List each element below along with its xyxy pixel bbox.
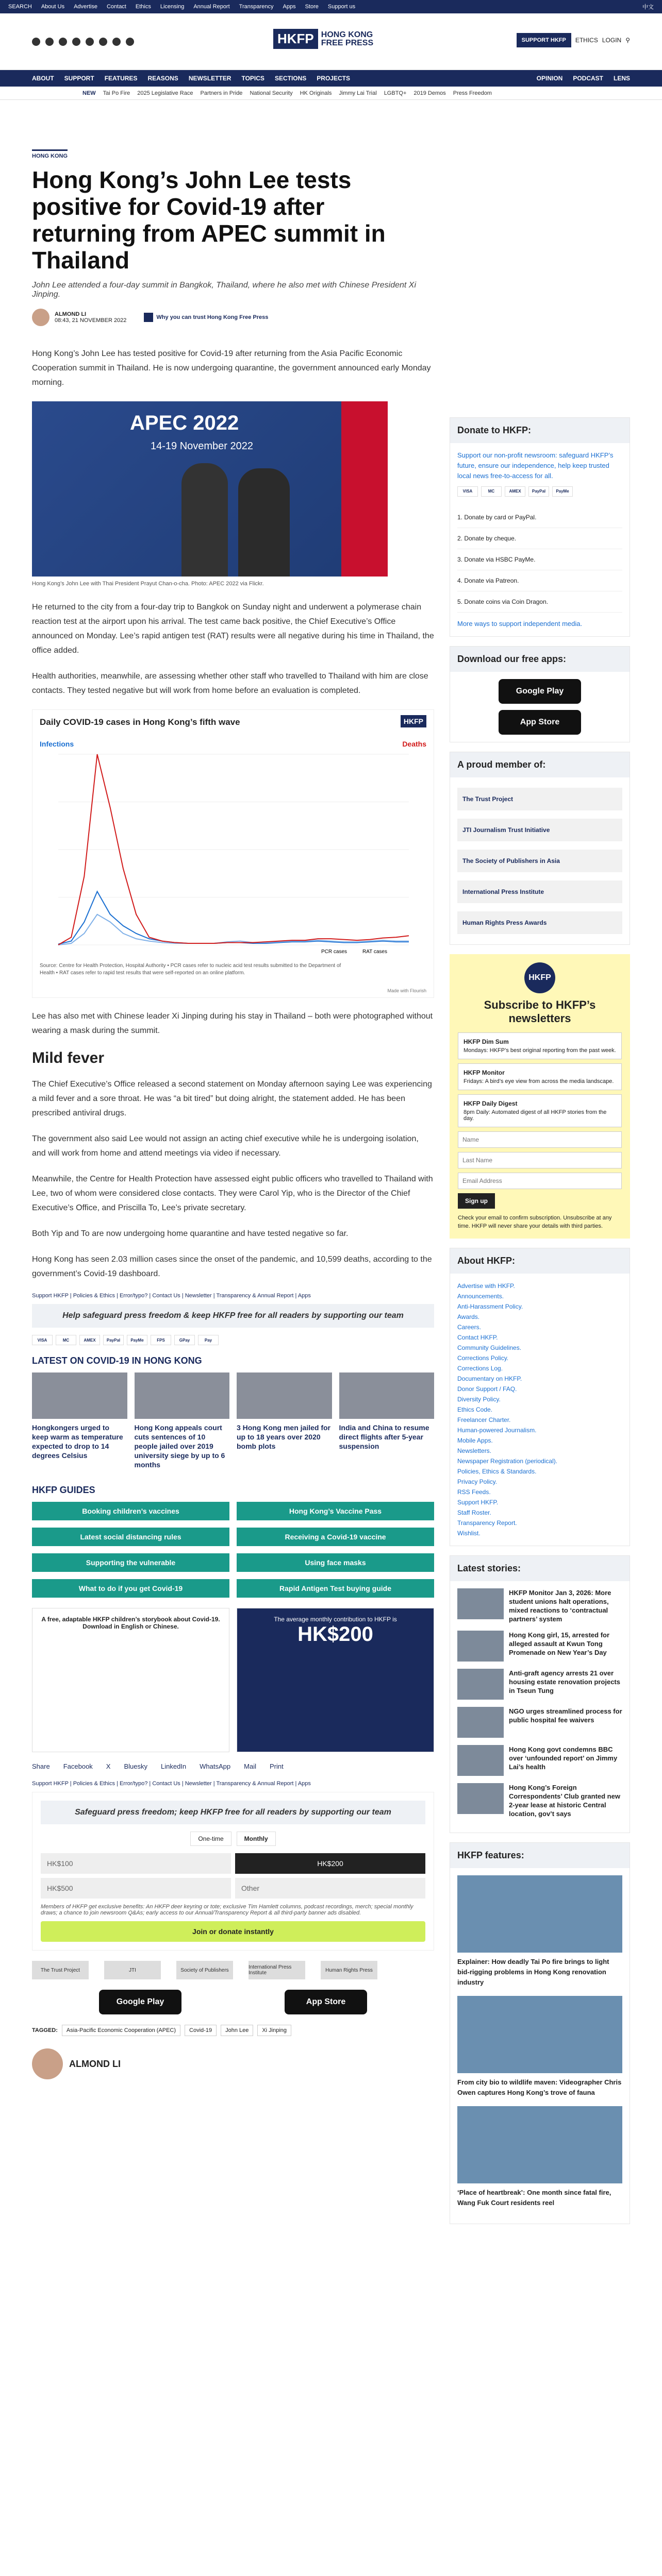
- feature-item[interactable]: [457, 1996, 622, 2098]
- newsletter-desc: Fridays: A bird’s eye view from across the media landscape.: [464, 1078, 614, 1084]
- contribution-promo[interactable]: [237, 1608, 434, 1752]
- new-label: NEW: [82, 90, 96, 96]
- features-widget: [450, 1842, 630, 2224]
- promo-text: A free, adaptable HKFP children’s storybook about Covid-19. Download in English or Chinese.: [41, 1616, 220, 1630]
- feature-item[interactable]: [457, 2106, 622, 2208]
- amex-icon: AMEX: [505, 486, 525, 497]
- about-link[interactable]: RSS Feeds.: [457, 1488, 491, 1496]
- guide-button[interactable]: Rapid Antigen Test buying guide: [237, 1579, 434, 1598]
- guide-button[interactable]: Supporting the vulnerable: [32, 1553, 229, 1572]
- about-link[interactable]: Corrections Log.: [457, 1365, 503, 1372]
- donate-options: [457, 507, 622, 613]
- member-badge[interactable]: JTI Journalism Trust Initiative: [457, 819, 622, 841]
- topbar-store[interactable]: Store: [305, 4, 319, 10]
- feature-item[interactable]: [457, 1875, 622, 1988]
- mastercard-icon: MC: [56, 1335, 76, 1345]
- card-image: [237, 1372, 332, 1419]
- article-title: Hong Kong’s John Lee tests positive for Covid-19 after returning from APEC summit in Thailand: [32, 166, 386, 274]
- login-link[interactable]: LOGIN: [602, 37, 622, 44]
- covid-chart: [32, 709, 434, 998]
- badge-sopa[interactable]: Society of Publishers: [176, 1961, 233, 1979]
- newsletter-option[interactable]: [458, 1032, 622, 1059]
- topbar-licensing[interactable]: Licensing: [160, 4, 185, 10]
- stories-title: Latest stories:: [450, 1556, 630, 1581]
- topbar-lang[interactable]: 中文: [642, 4, 654, 10]
- guide-button[interactable]: Hong Kong’s Vaccine Pass: [237, 1502, 434, 1520]
- share-x[interactable]: X: [106, 1762, 111, 1770]
- share-print[interactable]: Print: [269, 1762, 284, 1770]
- newsletter-logo: HKFP: [524, 962, 555, 993]
- author-box-name[interactable]: ALMOND LI: [69, 2058, 121, 2069]
- help-banner[interactable]: Help safeguard press freedom & keep HKFP free for all readers by supporting our team: [32, 1304, 434, 1328]
- app-store-wrap: [499, 710, 581, 735]
- safeguard-text[interactable]: Safeguard press freedom; keep HKFP free for all readers by supporting our team: [41, 1801, 425, 1824]
- apps-title: Download our free apps:: [450, 647, 630, 672]
- trust-link[interactable]: [144, 313, 268, 322]
- latest-card[interactable]: [339, 1372, 435, 1469]
- tag[interactable]: John Lee: [221, 2025, 253, 2036]
- tab-one-time[interactable]: One-time: [190, 1832, 231, 1846]
- card-title: Hong Kong appeals court cuts sentences of 10 people jailed over 2019 university siege by up to 6 months: [134, 1423, 225, 1469]
- member-badge[interactable]: The Society of Publishers in Asia: [457, 850, 622, 872]
- nav-projects[interactable]: PROJECTS: [317, 75, 350, 82]
- latest-card[interactable]: [32, 1372, 127, 1469]
- mastercard-icon: MC: [481, 486, 502, 497]
- about-link[interactable]: Freelancer Charter.: [457, 1416, 511, 1423]
- sidebar-payment-logos: [457, 486, 622, 497]
- youtube-icon[interactable]: [72, 38, 80, 46]
- legend-item: PCR cases: [321, 949, 347, 955]
- article-main: [32, 149, 434, 2079]
- nav-support[interactable]: SUPPORT: [64, 75, 94, 82]
- card-title: Hongkongers urged to keep warm as temperature expected to drop to 14 degrees Celsius: [32, 1423, 123, 1460]
- nav-topics[interactable]: TOPICS: [241, 75, 264, 82]
- story-item[interactable]: [457, 1588, 622, 1623]
- tag[interactable]: Covid-19: [185, 2025, 217, 2036]
- about-link[interactable]: Newsletters.: [457, 1447, 492, 1454]
- trust-text: Why you can trust Hong Kong Free Press: [156, 314, 269, 320]
- newsletter-name: HKFP Monitor: [464, 1069, 505, 1076]
- flag-graphic: [341, 401, 434, 577]
- visa-icon: VISA: [32, 1335, 53, 1345]
- nav-features[interactable]: FEATURES: [104, 75, 138, 82]
- social-icons: [32, 38, 134, 46]
- member-badge[interactable]: The Trust Project: [457, 788, 622, 810]
- author-box: [32, 2048, 434, 2079]
- features-title: HKFP features:: [450, 1843, 630, 1868]
- hero-title: APEC 2022: [130, 412, 239, 434]
- publish-date: 08:43, 21 NOVEMBER 2022: [55, 317, 127, 324]
- member-list: [450, 777, 630, 944]
- amex-icon: AMEX: [79, 1335, 100, 1345]
- about-link[interactable]: Donor Support / FAQ.: [457, 1385, 517, 1393]
- badge-trust-project[interactable]: The Trust Project: [32, 1961, 89, 1979]
- stories-widget: [450, 1555, 630, 1833]
- promo-row: [32, 1608, 434, 1752]
- about-link[interactable]: Careers.: [457, 1324, 482, 1331]
- google-play-button[interactable]: Google Play: [99, 1990, 181, 2014]
- support-links[interactable]: Support HKFP | Policies & Ethics | Error/typo? | Contact Us | Newsletter | Transparency & Annual Report | Apps: [32, 1781, 311, 1787]
- instagram-icon[interactable]: [59, 38, 67, 46]
- latest-card[interactable]: [135, 1372, 230, 1469]
- topbar-advertise[interactable]: Advertise: [74, 4, 97, 10]
- newsletter-option[interactable]: [458, 1094, 622, 1127]
- trend-item[interactable]: LGBTQ+: [384, 90, 407, 96]
- newsletter-note: Check your email to confirm subscription. Unsubscribe at any time. HKFP will never share your details with third parties.: [458, 1215, 612, 1229]
- top-utility-bar: [0, 0, 662, 13]
- google-play-wrap: [499, 679, 581, 704]
- topbar-search[interactable]: SEARCH: [8, 4, 32, 10]
- share-bluesky[interactable]: Bluesky: [124, 1762, 147, 1770]
- newsletter-name: HKFP Dim Sum: [464, 1038, 509, 1045]
- paypal-icon: PayPal: [103, 1335, 124, 1345]
- person-figure: [238, 468, 290, 577]
- guide-button[interactable]: Using face masks: [237, 1553, 434, 1572]
- member-badge[interactable]: International Press Institute: [457, 880, 622, 903]
- about-link[interactable]: Community Guidelines.: [457, 1344, 522, 1351]
- visa-icon: VISA: [457, 486, 478, 497]
- donate-text[interactable]: Support our non-profit newsroom: safeguard HKFP’s future, ensure our independence, help keep trusted local news free-to-access for all.: [457, 451, 614, 480]
- nav-about[interactable]: ABOUT: [32, 75, 54, 82]
- ethics-link[interactable]: ETHICS: [575, 37, 598, 44]
- topbar-transparency[interactable]: Transparency: [239, 4, 274, 10]
- about-link[interactable]: Privacy Policy.: [457, 1478, 498, 1485]
- site-logo[interactable]: [273, 29, 373, 49]
- author-avatar[interactable]: [32, 309, 49, 326]
- about-link[interactable]: Announcements.: [457, 1293, 504, 1300]
- email-field[interactable]: [458, 1173, 622, 1189]
- facebook-icon[interactable]: [32, 38, 40, 46]
- trend-item[interactable]: 2019 Demos: [413, 90, 446, 96]
- paypal-icon: PayPal: [528, 486, 549, 497]
- about-link[interactable]: Staff Roster.: [457, 1509, 491, 1516]
- nav-newsletter[interactable]: NEWSLETTER: [188, 75, 231, 82]
- story-item[interactable]: [457, 1631, 622, 1662]
- logo-text: [321, 31, 373, 47]
- stories-list: [450, 1581, 630, 1833]
- image-caption: Hong Kong’s John Lee with Thai President Prayut Chan-o-cha. Photo: APEC 2022 via Flickr.: [32, 581, 264, 587]
- support-button[interactable]: SUPPORT HKFP: [517, 33, 571, 47]
- latest-covid-heading: LATEST ON COVID-19 IN HONG KONG: [32, 1355, 202, 1366]
- chart-badge: HKFP: [401, 715, 426, 727]
- story-item[interactable]: [457, 1707, 622, 1738]
- paragraph: Meanwhile, the Centre for Health Protection have assessed eight public officers who travelled to Thailand with Lee, two of whom were considered close contacts. They were Carol Yip, who is the Director of the Chief Executive’s Office, and Priscilla To, Lee’s private secretary.: [32, 1175, 433, 1212]
- badge-hrpa[interactable]: Human Rights Press: [321, 1961, 377, 1979]
- guide-button[interactable]: Receiving a Covid-19 vaccine: [237, 1528, 434, 1546]
- app-store-button[interactable]: App Store: [285, 1990, 367, 2014]
- paragraph: Both Yip and To are now undergoing home quarantine and have tested negative so far.: [32, 1229, 349, 1238]
- paragraph: Hong Kong has seen 2.03 million cases since the onset of the pandemic, and 10,599 deaths, according to the government’s Covid-19 dashboard.: [32, 1255, 432, 1278]
- app-store-buttons: [32, 1990, 434, 2014]
- member-title: A proud member of:: [450, 752, 630, 777]
- trend-item[interactable]: HK Originals: [300, 90, 332, 96]
- linkedin-icon[interactable]: [86, 38, 94, 46]
- app-store-button[interactable]: App Store: [499, 710, 581, 735]
- author-name[interactable]: ALMOND LI: [55, 311, 87, 317]
- about-link[interactable]: Transparency Report.: [457, 1519, 517, 1527]
- story-title: Hong Kong govt condemns BBC over ‘unfounded report’ on Jimmy Lai’s health: [509, 1745, 618, 1771]
- trending-bar: [0, 87, 662, 100]
- story-thumbnail: [457, 1707, 504, 1738]
- guides-heading: HKFP GUIDES: [32, 1485, 95, 1495]
- nav-sections[interactable]: SECTIONS: [274, 75, 307, 82]
- about-link[interactable]: Diversity Policy.: [457, 1396, 501, 1403]
- badge-ipi[interactable]: International Press Institute: [249, 1961, 305, 1979]
- story-thumbnail: [457, 1669, 504, 1700]
- about-title: About HKFP:: [450, 1248, 630, 1274]
- share-label: Share: [32, 1762, 50, 1770]
- paragraph: The government also said Lee would not assign an acting chief executive while he is undergoing isolation, and will work from home and attend meetings via video if necessary.: [32, 1134, 419, 1158]
- trend-item[interactable]: Partners in Pride: [200, 90, 243, 96]
- applepay-icon: Pay: [198, 1335, 219, 1345]
- amount-option[interactable]: Other: [235, 1878, 425, 1899]
- guides-grid: [32, 1502, 434, 1598]
- nav-opinion[interactable]: OPINION: [536, 75, 563, 82]
- paragraph: The Chief Executive’s Office released a second statement on Monday afternoon saying Lee was experiencing a mild fever and a sore throat. He was “a bit tired” but doing alright, the statement added. He has been prescribed antiviral drugs.: [32, 1080, 432, 1117]
- promo-text: The average monthly contribution to HKFP is: [274, 1616, 397, 1623]
- sidebar: [450, 417, 630, 2233]
- site-header: [0, 13, 662, 70]
- member-note: Members of HKFP get exclusive benefits: An HKFP deer keyring or tote; exclusive Tim Hamlett columns, podcast recordings, merch; special monthly draws; a chance to join newsroom Q&As; early access to our Annual/Transparency Report & all third-party banner ads disabled.: [41, 1904, 413, 1916]
- guide-button[interactable]: Booking children’s vaccines: [32, 1502, 229, 1520]
- about-link[interactable]: Wishlist.: [457, 1530, 481, 1537]
- topbar-support[interactable]: Support us: [327, 4, 356, 10]
- hero-dates: 14-19 November 2022: [151, 440, 254, 452]
- about-link[interactable]: Support HKFP.: [457, 1499, 499, 1506]
- about-link[interactable]: Anti-Harassment Policy.: [457, 1303, 523, 1310]
- feature-image: [457, 1875, 622, 1953]
- story-thumbnail: [457, 1783, 504, 1814]
- chart-title: Daily COVID-19 cases in Hong Kong’s fifth wave: [40, 717, 240, 727]
- topbar-apps[interactable]: Apps: [283, 4, 296, 10]
- logo-line2: FREE PRESS: [321, 38, 374, 47]
- feature-image: [457, 1996, 622, 2073]
- fps-icon: FPS: [151, 1335, 171, 1345]
- signup-button[interactable]: Sign up: [458, 1193, 495, 1209]
- x-icon[interactable]: [45, 38, 54, 46]
- about-link[interactable]: Ethics Code.: [457, 1406, 493, 1413]
- card-image: [339, 1372, 435, 1419]
- about-link[interactable]: Mobile Apps.: [457, 1437, 493, 1444]
- paragraph: Health authorities, meanwhile, are assessing whether other staff who travelled to Thailand with him are close contacts. They tested negative but will work from home before an evaluation is completed.: [32, 672, 428, 695]
- gpay-icon: GPay: [174, 1335, 195, 1345]
- about-link[interactable]: Documentary on HKFP.: [457, 1375, 522, 1382]
- last-name-field[interactable]: [458, 1152, 622, 1168]
- byline-text: [55, 311, 126, 324]
- header-actions: [517, 33, 630, 47]
- bluesky-icon[interactable]: [126, 38, 134, 46]
- topbar-about[interactable]: About Us: [41, 4, 65, 10]
- member-widget: [450, 752, 630, 945]
- card-title: India and China to resume direct flights after 5-year suspension: [339, 1423, 429, 1450]
- paragraph: He returned to the city from a four-day trip to Bangkok on Sunday night and underwent a polymerase chain reaction test at the airport upon his arrival. The test came back positive, the Chief Executive’s Office announced on Monday. Lee’s rapid antigen test (RAT) results were all negative during his time in Thailand, the office added.: [32, 603, 434, 655]
- card-image: [135, 1372, 230, 1419]
- about-links: [450, 1274, 630, 1546]
- legend-item: RAT cases: [362, 949, 387, 955]
- join-button[interactable]: Join or donate instantly: [41, 1921, 425, 1942]
- latest-grid: [32, 1372, 434, 1469]
- story-thumbnail: [457, 1588, 504, 1619]
- chart-left-label: Infections: [40, 740, 74, 748]
- tags-label: TAGGED:: [32, 2027, 58, 2033]
- about-link[interactable]: Contact HKFP.: [457, 1334, 498, 1341]
- about-link[interactable]: Human-powered Journalism.: [457, 1427, 537, 1434]
- trend-item[interactable]: Press Freedom: [453, 90, 492, 96]
- promo-amount: HK$200: [297, 1623, 373, 1646]
- share-facebook[interactable]: Facebook: [63, 1762, 93, 1770]
- tab-monthly[interactable]: Monthly: [237, 1832, 276, 1846]
- donate-title: Donate to HKFP:: [450, 418, 630, 443]
- main-nav: [0, 70, 662, 87]
- card-title: 3 Hong Kong men jailed for up to 18 years over 2020 bomb plots: [237, 1423, 331, 1450]
- chart-plot: [32, 749, 435, 955]
- tag-list: [32, 2025, 434, 2036]
- newsletter-desc: 8pm Daily: Automated digest of all HKFP stories from the day.: [464, 1109, 607, 1122]
- member-badges: [32, 1961, 434, 1979]
- payme-icon: PayMe: [127, 1335, 147, 1345]
- features-list: [450, 1868, 630, 2224]
- chart-credit: Made with Flourish: [387, 988, 426, 993]
- feature-title: From city bio to wildlife maven: Videographer Chris Owen captures Hong Kong’s trove of fauna: [457, 2078, 622, 2096]
- trend-item[interactable]: 2025 Legislative Race: [137, 90, 193, 96]
- hero-image: [32, 401, 434, 577]
- threads-icon[interactable]: [112, 38, 121, 46]
- tag[interactable]: Asia-Pacific Economic Cooperation (APEC): [62, 2025, 180, 2036]
- author-avatar[interactable]: [32, 2048, 63, 2079]
- share-linkedin[interactable]: LinkedIn: [161, 1762, 187, 1770]
- person-figure: [181, 463, 228, 577]
- newsletter-title: Subscribe to HKFP’s newsletters: [484, 998, 596, 1025]
- chart-source: Source: Centre for Health Protection, Hospital Authority • PCR cases refer to nucleic acid test results submitted to the Department of Health • RAT cases refer to rapid test results that were self-reported on an online platform.: [40, 963, 341, 976]
- logo-box: HKFP: [273, 29, 318, 49]
- about-link[interactable]: Corrections Policy.: [457, 1354, 509, 1362]
- first-name-field[interactable]: [458, 1131, 622, 1148]
- payme-icon: PayMe: [552, 486, 573, 497]
- story-item[interactable]: [457, 1745, 622, 1776]
- story-title: Anti-graft agency arrests 21 over housing estate renovation projects in Tseun Tung: [509, 1669, 620, 1694]
- apps-widget: [450, 646, 630, 742]
- story-item[interactable]: [457, 1669, 622, 1700]
- about-link[interactable]: Advertise with HKFP.: [457, 1282, 515, 1290]
- byline: [32, 309, 434, 326]
- nav-reasons[interactable]: REASONS: [147, 75, 178, 82]
- newsletter-desc: Mondays: HKFP’s best original reporting from the past week.: [464, 1047, 616, 1054]
- payment-logos: [32, 1335, 434, 1345]
- topbar-annual-report[interactable]: Annual Report: [193, 4, 230, 10]
- latest-card[interactable]: [237, 1372, 332, 1469]
- about-link[interactable]: Policies, Ethics & Standards.: [457, 1468, 537, 1475]
- donate-option[interactable]: 4. Donate via Patreon.: [457, 570, 622, 591]
- about-link[interactable]: Newspaper Registration (periodical).: [457, 1458, 558, 1465]
- donate-option[interactable]: 2. Donate by cheque.: [457, 528, 622, 549]
- newsletter-option[interactable]: [458, 1063, 622, 1090]
- trust-icon: [144, 313, 153, 322]
- donate-widget: [450, 417, 630, 637]
- share-whatsapp[interactable]: WhatsApp: [200, 1762, 231, 1770]
- feature-title: Explainer: How deadly Tai Po fire brings to light bid-rigging problems in Hong Kong renovation industry: [457, 1958, 609, 1986]
- nav-lens[interactable]: LENS: [613, 75, 630, 82]
- amount-option[interactable]: HK$200: [235, 1853, 425, 1874]
- newsletter-widget: [450, 954, 630, 1239]
- feature-title: ‘Place of heartbreak’: One month since fatal fire, Wang Fuk Court residents reel: [457, 2189, 611, 2207]
- category-label[interactable]: HONG KONG: [32, 149, 68, 159]
- about-widget: [450, 1248, 630, 1546]
- guide-button[interactable]: Latest social distancing rules: [32, 1528, 229, 1546]
- telegram-icon[interactable]: [99, 38, 107, 46]
- google-play-button[interactable]: Google Play: [499, 679, 581, 704]
- trend-item[interactable]: National Security: [250, 90, 293, 96]
- tag[interactable]: Xi Jinping: [257, 2025, 291, 2036]
- donate-option[interactable]: 5. Donate coins via Coin Dragon.: [457, 591, 622, 613]
- amount-option[interactable]: HK$500: [41, 1878, 231, 1899]
- topbar-ethics[interactable]: Ethics: [135, 4, 151, 10]
- paragraph: Hong Kong’s John Lee has tested positive for Covid-19 after returning from the Asia Pacific Economic Cooperation summit in Thailand. He is now undergoing quarantine, the government announced early Monday morning.: [32, 349, 431, 387]
- nav-podcast[interactable]: PODCAST: [573, 75, 603, 82]
- feature-image: [457, 2106, 622, 2183]
- inline-donate: [32, 1792, 434, 1951]
- member-badge[interactable]: Human Rights Press Awards: [457, 911, 622, 934]
- trend-item[interactable]: Tai Po Fire: [103, 90, 130, 96]
- section-heading: Mild fever: [32, 1049, 105, 1066]
- trend-item[interactable]: Jimmy Lai Trial: [339, 90, 377, 96]
- chart-right-label: Deaths: [402, 740, 426, 748]
- support-links[interactable]: Support HKFP | Policies & Ethics | Error/typo? | Contact Us | Newsletter | Transparency & Annual Report | Apps: [32, 1293, 311, 1299]
- storybook-promo[interactable]: [32, 1608, 229, 1752]
- story-thumbnail: [457, 1631, 504, 1662]
- share-bar: [32, 1762, 434, 1770]
- newsletter-name: HKFP Daily Digest: [464, 1100, 518, 1107]
- search-icon[interactable]: ⚲: [625, 37, 630, 44]
- story-title: Hong Kong’s Foreign Correspondents’ Club granted new 2-year lease at historic Central location, gov’t says: [509, 1784, 620, 1818]
- about-link[interactable]: Awards.: [457, 1313, 480, 1320]
- more-ways-link[interactable]: More ways to support independent media.: [457, 620, 583, 628]
- series-line: [58, 891, 409, 944]
- story-title: NGO urges streamlined process for public hospital fee waivers: [509, 1707, 622, 1724]
- amount-options: [41, 1853, 425, 1899]
- badge-jti[interactable]: JTI: [104, 1961, 161, 1979]
- amount-option[interactable]: HK$100: [41, 1853, 231, 1874]
- story-title: HKFP Monitor Jan 3, 2026: More student unions halt operations, mixed reactions to ‘contractual partners’ system: [509, 1589, 611, 1623]
- share-mail[interactable]: Mail: [244, 1762, 256, 1770]
- paragraph: Lee has also met with Chinese leader Xi Jinping during his stay in Thailand – both were photographed without wearing a mask during the summit.: [32, 1012, 433, 1035]
- article-lede: John Lee attended a four-day summit in Bangkok, Thailand, where he also met with Chinese President Xi Jinping.: [32, 281, 417, 299]
- donate-option[interactable]: 1. Donate by card or PayPal.: [457, 507, 622, 528]
- donate-option[interactable]: 3. Donate via HSBC PayMe.: [457, 549, 622, 570]
- topbar-contact[interactable]: Contact: [106, 4, 126, 10]
- story-item[interactable]: [457, 1783, 622, 1818]
- story-title: Hong Kong girl, 15, arrested for alleged assault at Kwun Tong Promenade on New Year’s Day: [509, 1631, 610, 1656]
- donate-tabs: [41, 1832, 425, 1846]
- guide-button[interactable]: What to do if you get Covid-19: [32, 1579, 229, 1598]
- card-image: [32, 1372, 127, 1419]
- logo-line1: HONG KONG: [321, 30, 373, 39]
- story-thumbnail: [457, 1745, 504, 1776]
